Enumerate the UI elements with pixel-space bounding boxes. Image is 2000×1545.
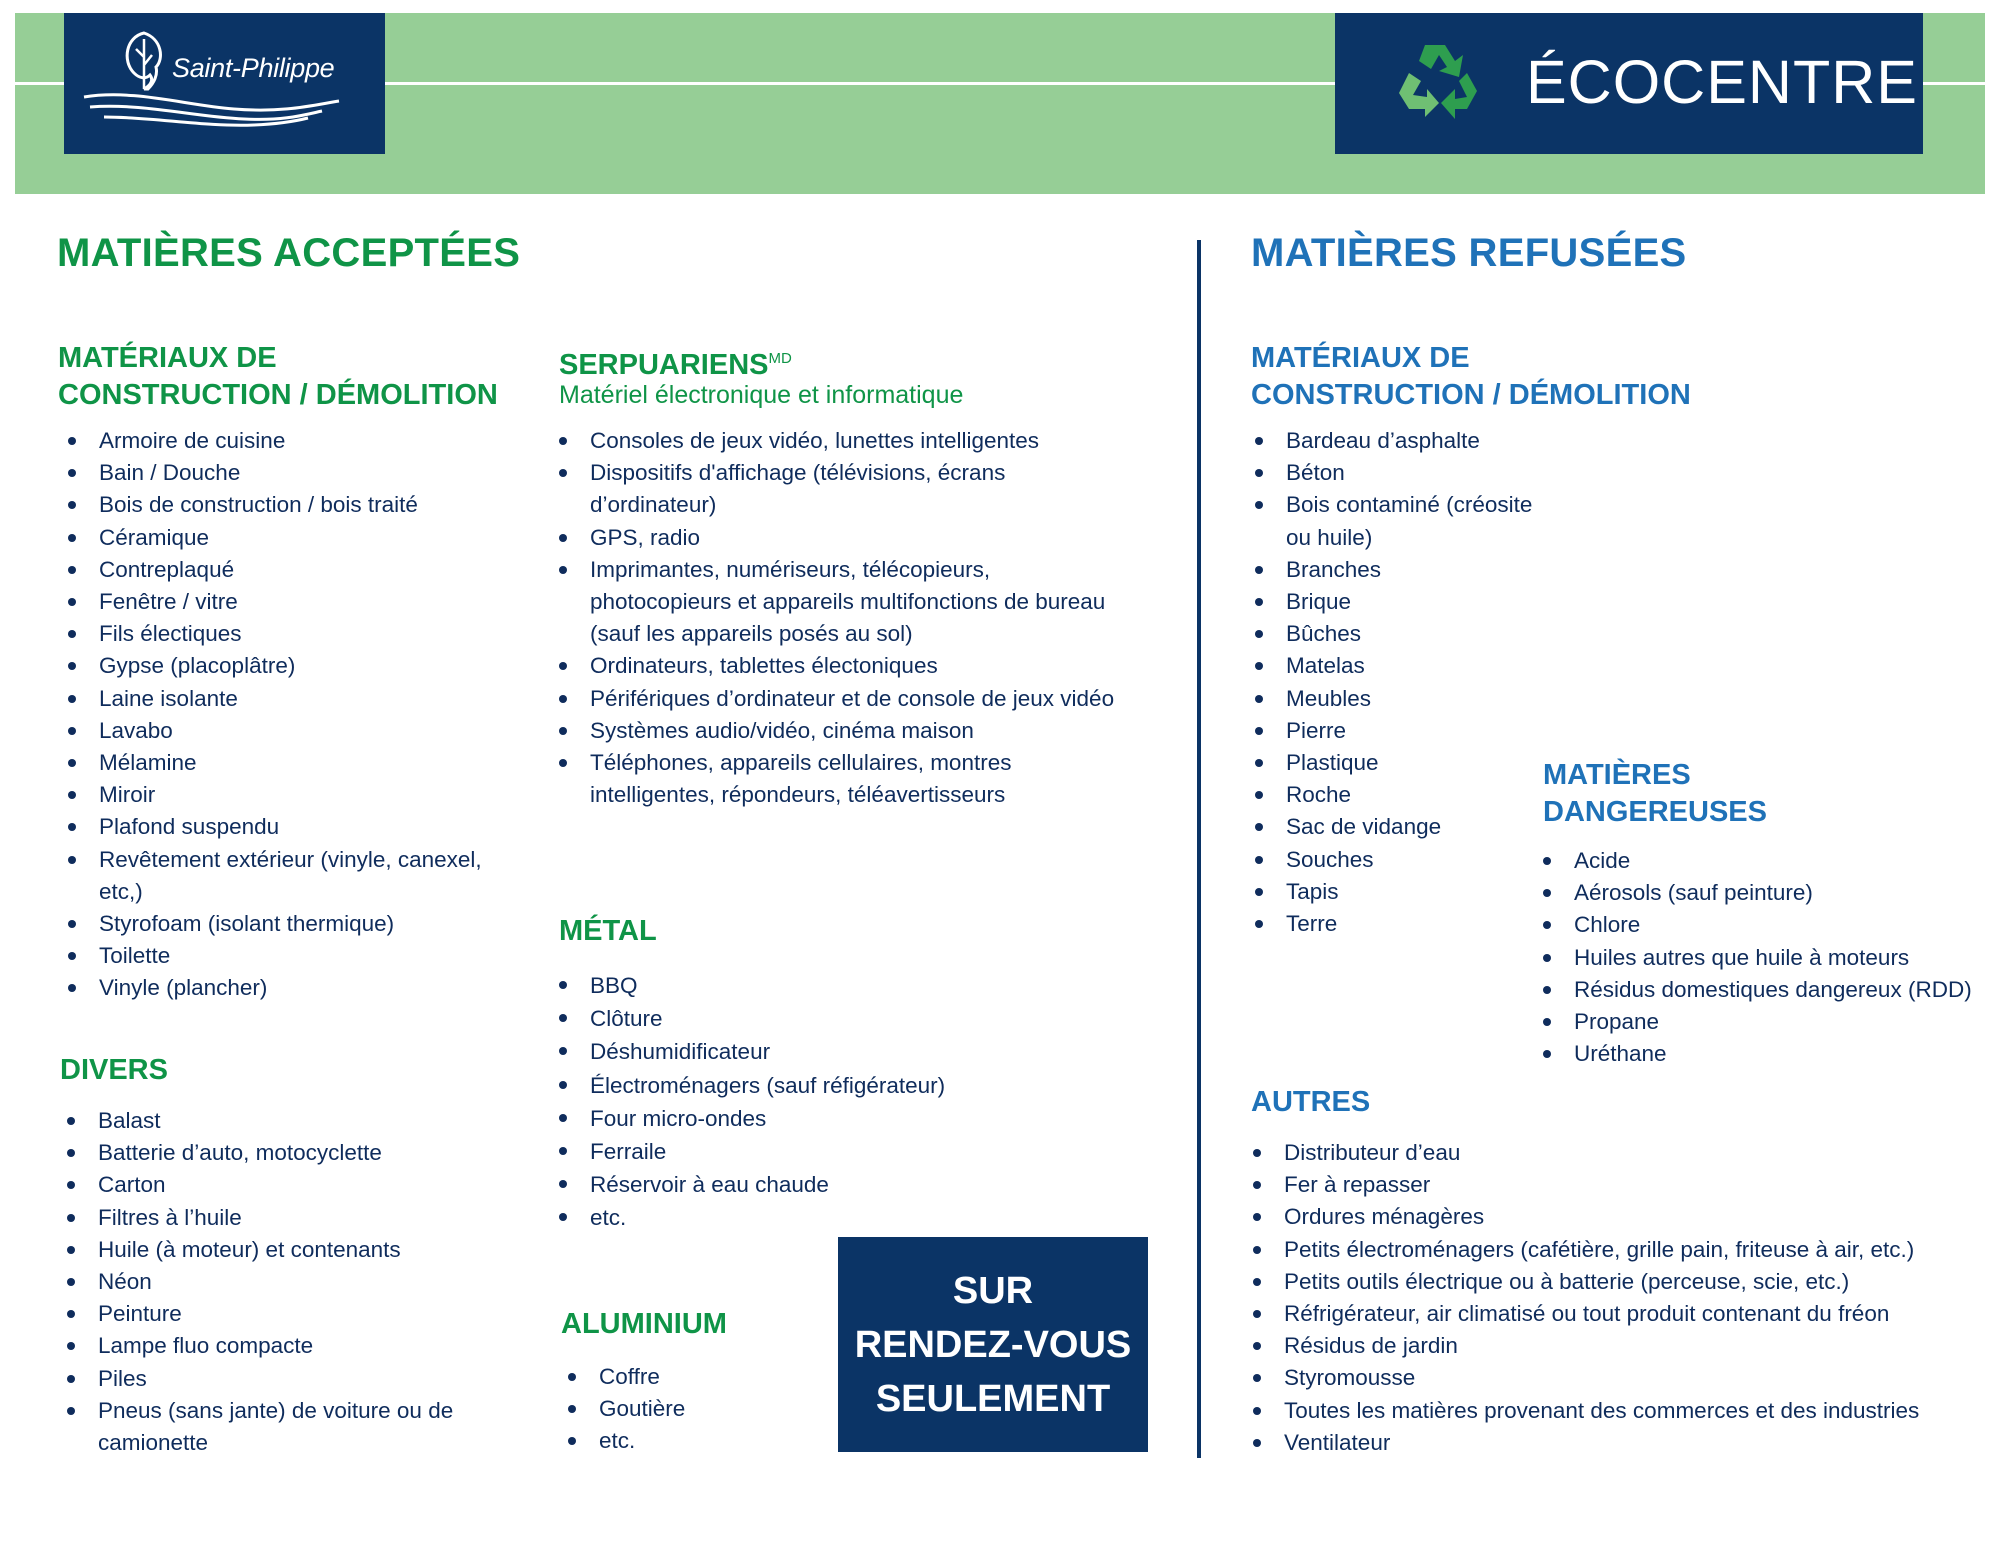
- list-item: Bûches: [1247, 618, 1547, 650]
- list-item: Néon: [59, 1266, 489, 1298]
- list-item: Branches: [1247, 554, 1547, 586]
- list-item: Tapis: [1247, 876, 1547, 908]
- refused-title: MATIÈRES REFUSÉES: [1251, 231, 1687, 275]
- list-item: Ordinateurs, tablettes électoniques: [551, 650, 1126, 682]
- list-item: Filtres à l’huile: [59, 1202, 489, 1234]
- list-item: Imprimantes, numériseurs, télécopieurs, photocopieurs et appareils multifonctions de bureau (sauf les appareils posés au sol): [551, 554, 1126, 651]
- list-item: Aérosols (sauf peinture): [1535, 877, 1980, 909]
- list-item: Four micro-ondes: [551, 1102, 971, 1135]
- heading-text: SERPUARIENS: [559, 349, 769, 381]
- list-item: Peinture: [59, 1298, 489, 1330]
- serpuariens-subtitle: Matériel électronique et informatique: [559, 381, 964, 409]
- list-item: Laine isolante: [60, 683, 530, 715]
- list-item: Plafond suspendu: [60, 811, 530, 843]
- list-item: Matelas: [1247, 650, 1547, 682]
- list-item: Roche: [1247, 779, 1547, 811]
- heading-line: DANGEREUSES: [1543, 796, 1767, 828]
- list-item: Acide: [1535, 845, 1980, 877]
- list-item: Ordures ménagères: [1245, 1201, 1985, 1233]
- list-item: Mélamine: [60, 747, 530, 779]
- heading-line: CONSTRUCTION / DÉMOLITION: [58, 379, 498, 411]
- heading-line: CONSTRUCTION / DÉMOLITION: [1251, 379, 1691, 411]
- dangerous-heading: [1543, 757, 1767, 831]
- logo-text: Saint-Philippe: [172, 53, 335, 83]
- list-item: Brique: [1247, 586, 1547, 618]
- list-item: Gypse (placoplâtre): [60, 650, 530, 682]
- list-item: GPS, radio: [551, 522, 1126, 554]
- list-item: Uréthane: [1535, 1038, 1980, 1070]
- list-item: Terre: [1247, 908, 1547, 940]
- list-item: Réservoir à eau chaude: [551, 1168, 971, 1201]
- list-item: Bain / Douche: [60, 457, 530, 489]
- serpuariens-heading: [559, 340, 792, 384]
- heading-line: MATÉRIAUX DE: [1251, 342, 1470, 374]
- list-item: Pneus (sans jante) de voiture ou de camionette: [59, 1395, 489, 1459]
- list-item: Meubles: [1247, 683, 1547, 715]
- list-item: Styrofoam (isolant thermique): [60, 908, 530, 940]
- divers-heading: DIVERS: [60, 1054, 168, 1086]
- list-item: Ferraile: [551, 1135, 971, 1168]
- trademark-mark: MD: [768, 350, 792, 367]
- appointment-line: SUR: [952, 1269, 1034, 1312]
- serpuariens-list: [551, 425, 1126, 811]
- list-item: Vinyle (plancher): [60, 972, 530, 1004]
- list-item: Toilette: [60, 940, 530, 972]
- list-item: Fils électiques: [60, 618, 530, 650]
- list-item: Petits électroménagers (cafétière, grille pain, friteuse à air, etc.): [1245, 1234, 1985, 1266]
- list-item: Balast: [59, 1105, 489, 1137]
- list-item: Distributeur d’eau: [1245, 1137, 1985, 1169]
- list-item: Piles: [59, 1363, 489, 1395]
- list-item: Plastique: [1247, 747, 1547, 779]
- list-item: Déshumidificateur: [551, 1035, 971, 1068]
- list-item: Consoles de jeux vidéo, lunettes intelligentes: [551, 425, 1126, 457]
- list-item: Résidus de jardin: [1245, 1330, 1985, 1362]
- autres-heading: AUTRES: [1251, 1086, 1371, 1118]
- aluminium-list: [560, 1361, 810, 1458]
- list-item: Lampe fluo compacte: [59, 1330, 489, 1362]
- list-item: Ventilateur: [1245, 1427, 1985, 1459]
- ecocentre-title: ÉCOCENTRE: [1526, 48, 1918, 116]
- list-item: Petits outils électrique ou à batterie (perceuse, scie, etc.): [1245, 1266, 1985, 1298]
- list-item: Armoire de cuisine: [60, 425, 530, 457]
- list-item: Carton: [59, 1169, 489, 1201]
- list-item: Béton: [1247, 457, 1547, 489]
- list-item: Réfrigérateur, air climatisé ou tout produit contenant du fréon: [1245, 1298, 1985, 1330]
- column-divider: [1197, 240, 1201, 1458]
- list-item: Pierre: [1247, 715, 1547, 747]
- list-item: Fenêtre / vitre: [60, 586, 530, 618]
- aluminium-heading: ALUMINIUM: [561, 1308, 727, 1340]
- refused-construction-heading: [1251, 340, 1691, 414]
- list-item: Fer à repasser: [1245, 1169, 1985, 1201]
- list-item: etc.: [551, 1201, 971, 1234]
- list-item: Bardeau d’asphalte: [1247, 425, 1547, 457]
- list-item: Clôture: [551, 1002, 971, 1035]
- list-item: Chlore: [1535, 909, 1980, 941]
- list-item: Miroir: [60, 779, 530, 811]
- recycle-icon: [1395, 37, 1483, 129]
- list-item: Résidus domestiques dangereux (RDD): [1535, 974, 1980, 1006]
- list-item: Styromousse: [1245, 1362, 1985, 1394]
- appointment-line: RENDEZ-VOUS: [854, 1323, 1132, 1366]
- list-item: Contreplaqué: [60, 554, 530, 586]
- list-item: Téléphones, appareils cellulaires, montres intelligentes, répondeurs, téléavertisseurs: [551, 747, 1126, 811]
- list-item: Revêtement extérieur (vinyle, canexel, etc,): [60, 844, 530, 908]
- refused-construction-list: [1247, 425, 1547, 940]
- heading-line: MATIÈRES: [1543, 759, 1691, 791]
- list-item: Goutière: [560, 1393, 810, 1425]
- divers-list: [59, 1105, 489, 1459]
- list-item: Lavabo: [60, 715, 530, 747]
- list-item: Céramique: [60, 522, 530, 554]
- list-item: Dispositifs d'affichage (télévisions, écrans d’ordinateur): [551, 457, 1126, 521]
- list-item: Bois de construction / bois traité: [60, 489, 530, 521]
- list-item: Batterie d’auto, motocyclette: [59, 1137, 489, 1169]
- list-item: Bois contaminé (créosite ou huile): [1247, 489, 1547, 553]
- accepted-construction-list: [60, 425, 530, 1005]
- list-item: etc.: [560, 1425, 810, 1457]
- list-item: Périfériques d’ordinateur et de console de jeux vidéo: [551, 683, 1126, 715]
- accepted-title: MATIÈRES ACCEPTÉES: [57, 231, 521, 275]
- list-item: Huile (à moteur) et contenants: [59, 1234, 489, 1266]
- ecocentre-banner: [1335, 13, 1923, 154]
- metal-list: [551, 969, 971, 1235]
- list-item: Coffre: [560, 1361, 810, 1393]
- metal-heading: MÉTAL: [559, 915, 657, 947]
- appointment-line: SEULEMENT: [875, 1377, 1111, 1420]
- list-item: Propane: [1535, 1006, 1980, 1038]
- list-item: Systèmes audio/vidéo, cinéma maison: [551, 715, 1126, 747]
- list-item: Huiles autres que huile à moteurs: [1535, 942, 1980, 974]
- autres-list: [1245, 1137, 1985, 1459]
- list-item: Souches: [1247, 844, 1547, 876]
- dangerous-list: [1535, 845, 1980, 1070]
- heading-line: MATÉRIAUX DE: [58, 342, 277, 374]
- saint-philippe-logo: [64, 13, 385, 154]
- list-item: BBQ: [551, 969, 971, 1002]
- accepted-construction-heading: [58, 340, 498, 414]
- appointment-only-box: [838, 1237, 1148, 1452]
- list-item: Toutes les matières provenant des commerces et des industries: [1245, 1395, 1985, 1427]
- list-item: Sac de vidange: [1247, 811, 1547, 843]
- list-item: Électroménagers (sauf réfigérateur): [551, 1069, 971, 1102]
